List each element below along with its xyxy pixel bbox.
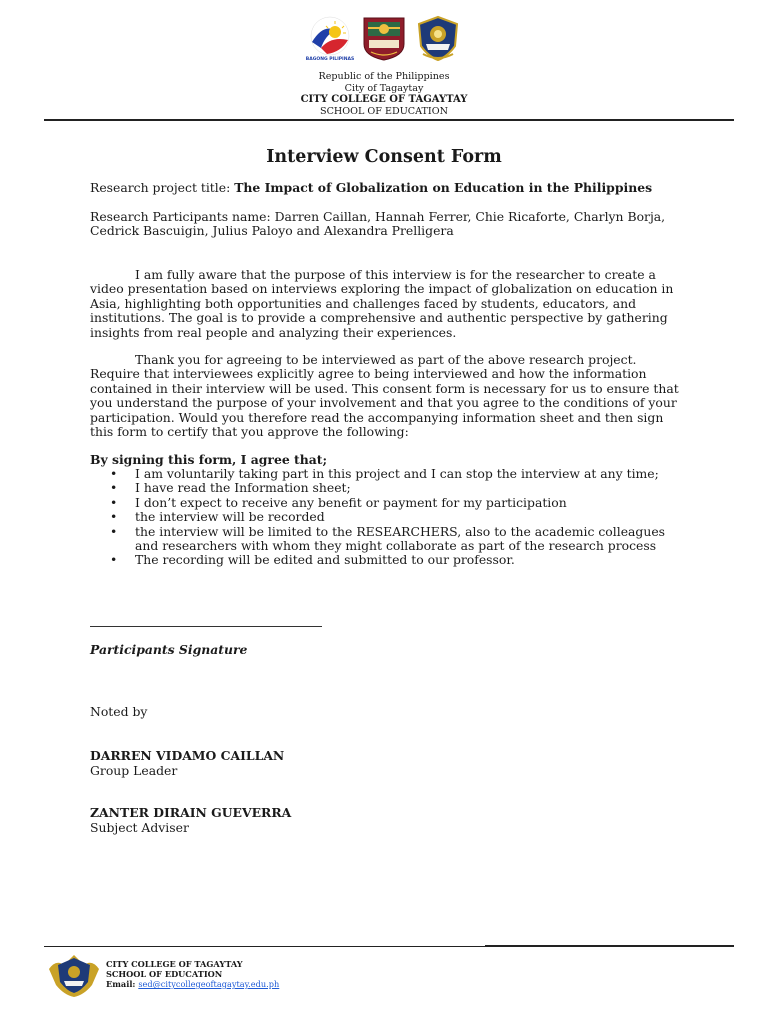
letterhead [0, 71, 768, 117]
footer-email-line [106, 979, 279, 989]
list-item: • I am voluntarily taking part in this project and I can stop the interview at any time; [110, 467, 690, 481]
header-rule [44, 119, 734, 121]
paragraph-thanks: Thank you for agreeing to be interviewed as part of the above research project. Require that interviewees explicitly agree to being interviewed and how the information contained in their interview will be used. This consent form is necessary for us to ensure that you understand the purpose of your involvement and that you agree to the conditions of your participation. Would you therefore read the accompanying information sheet and then sign this form to certify that you approve the following: [90, 352, 679, 440]
signature-line [90, 626, 322, 627]
paragraph-purpose: I am fully aware that the purpose of this interview is for the researcher to create a video presentation based on interviews exploring the impact of globalization on education in Asia, highlighting both opportunities and challenges faced by students, educators, and institutions. The goal is to provide a comprehensive and authentic perspective by gathering insights from real people and analyzing their experiences. [90, 267, 674, 340]
footer-contact [106, 959, 279, 989]
list-item: • I have read the Information sheet; [110, 481, 690, 495]
bagong-pilipinas-logo [305, 14, 355, 62]
school-name: SCHOOL OF EDUCATION [320, 105, 448, 117]
logo-banner-text: BAGONG PILIPINAS [305, 57, 355, 62]
list-item: • the interview will be limited to the RESEARCHERS, also to the academic colleagues and researchers with whom they might collaborate as part of the research process [110, 525, 690, 554]
city-college-seal-logo [359, 14, 409, 62]
school-of-education-crest-logo [413, 14, 463, 62]
college-name: CITY COLLEGE OF TAGAYTAY [300, 94, 468, 105]
footer-rule-accent [485, 945, 734, 947]
footer-email-label: Email: [106, 979, 139, 989]
page-title: Interview Consent Form [266, 147, 502, 167]
agreement-list [110, 467, 690, 568]
project-title-value: The Impact of Globalization on Education in the Philippines [234, 180, 653, 195]
header-logos [0, 14, 768, 62]
signature-label: Participants Signature [90, 642, 248, 657]
footer-school: SCHOOL OF EDUCATION [106, 969, 223, 979]
footer-college: CITY COLLEGE OF TAGAYTAY [106, 959, 243, 969]
project-title-label: Research project title: [90, 180, 235, 195]
participants-line: Research Participants name: Darren Caillan, Hannah Ferrer, Chie Ricaforte, Charlyn Borja, Cedrick Bascuigin, Julius Paloyo and Alexandra Prelligera [90, 209, 666, 239]
city-line: City of Tagaytay [344, 82, 424, 94]
leader-role: Group Leader [90, 763, 178, 778]
adviser-name: ZANTER DIRAIN GUEVERRA [90, 805, 292, 820]
noted-by-label: Noted by [90, 704, 148, 719]
footer-email-link[interactable]: sed@citycollegeoftagaytay.edu.ph [138, 979, 280, 989]
adviser-role: Subject Adviser [90, 820, 189, 835]
project-title-line [90, 181, 682, 195]
agree-heading: By signing this form, I agree that; [90, 452, 328, 467]
list-item: • I don’t expect to receive any benefit or payment for my participation [110, 496, 690, 510]
list-item: • The recording will be edited and submitted to our professor. [110, 553, 690, 567]
list-item: • the interview will be recorded [110, 510, 690, 524]
footer-crest-logo [46, 951, 102, 999]
republic-line: Republic of the Philippines [318, 71, 450, 82]
leader-name: DARREN VIDAMO CAILLAN [90, 748, 285, 763]
